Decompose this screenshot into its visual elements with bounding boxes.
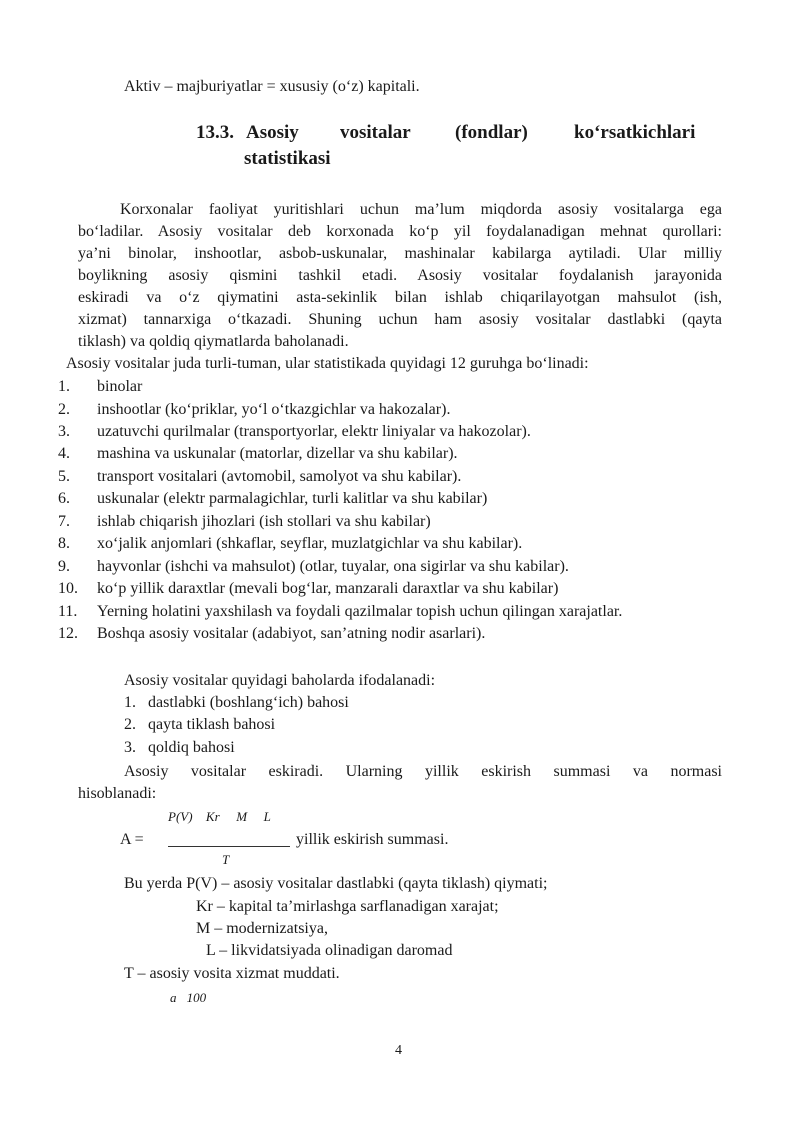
list-number: 9. [58, 558, 70, 575]
list-number: 2. [58, 401, 70, 418]
definition-line: Bu yerda P(V) – asosiy vositalar dastlabki (qayta tiklash) qiymati; [124, 875, 548, 892]
list-number: 3. [58, 423, 70, 440]
list-number: 6. [58, 490, 70, 507]
heading-word-1: Asosiy [246, 122, 299, 143]
heading-line-2: statistikasi [244, 148, 331, 169]
valuation-intro: Asosiy vositalar quyidagi baholarda ifodalanadi: [124, 672, 436, 689]
valuation-item: qayta tiklash bahosi [148, 716, 276, 733]
heading-number: 13.3. [196, 122, 234, 143]
definition-line: M – modernizatsiya, [196, 920, 328, 937]
intro-line: boylikning asosiy qismini tashkil etadi. Asosiy vositalar foydalanish jarayonida [78, 267, 722, 284]
intro-line: xizmat) tannarxiga o‘tkazadi. Shuning uchun ham asosiy vositalar dastlabki (qayta [78, 311, 722, 328]
list-number: 10. [58, 580, 78, 597]
heading-word-3: (fondlar) [455, 122, 528, 143]
list-item: uskunalar (elektr parmalagichlar, turli kalitlar va shu kabilar) [97, 490, 488, 507]
heading-word-2: vositalar [340, 122, 411, 143]
fraction-bar [168, 846, 290, 847]
valuation-number: 1. [124, 694, 136, 711]
list-item: binolar [97, 378, 143, 395]
groups-intro: Asosiy vositalar juda turli-tuman, ular statistikada quyidagi 12 guruhga bo‘linadi: [66, 355, 589, 372]
list-number: 7. [58, 513, 70, 530]
valuation-item: dastlabki (boshlang‘ich) bahosi [148, 694, 349, 711]
list-item: Boshqa asosiy vositalar (adabiyot, san’atning nodir asarlari). [97, 625, 486, 642]
list-item: transport vositalari (avtomobil, samolyot va shu kabilar). [97, 468, 462, 485]
formula-lhs: A = [120, 831, 144, 848]
list-number: 11. [58, 603, 78, 620]
list-number: 12. [58, 625, 78, 642]
valuation-number: 3. [124, 739, 136, 756]
intro-line: eskiradi va o‘z qiymatini asta-sekinlik bilan ishlab chiqarilayotgan mahsulot (ish, [78, 289, 722, 306]
list-item: mashina va uskunalar (matorlar, dizellar va shu kabilar). [97, 445, 458, 462]
top-line: Aktiv – majburiyatlar = xususiy (o‘z) kapitali. [124, 78, 420, 95]
valuation-number: 2. [124, 716, 136, 733]
depreciation-line: Asosiy vositalar eskiradi. Ularning yillik eskirish summasi va normasi [124, 763, 722, 780]
list-item: hayvonlar (ishchi va mahsulot) (otlar, tuyalar, ona sigirlar va shu kabilar). [97, 558, 569, 575]
page-number: 4 [395, 1043, 402, 1058]
definition-line: Kr – kapital ta’mirlashga sarflanadigan xarajat; [196, 898, 499, 915]
depreciation-line: hisoblanadi: [78, 785, 157, 802]
list-item: Yerning holatini yaxshilash va foydali qazilmalar topish uchun qilingan xarajatlar. [97, 603, 623, 620]
list-number: 8. [58, 535, 70, 552]
list-item: inshootlar (ko‘priklar, yo‘l o‘tkazgichlar va hakozalar). [97, 401, 451, 418]
definition-line: T – asosiy vosita xizmat muddati. [124, 965, 340, 982]
list-number: 1. [58, 378, 70, 395]
heading-word-4: ko‘rsatkichlari [574, 122, 696, 143]
intro-line: tiklash) va qoldiq qiymatlarda baholanadi. [78, 333, 349, 350]
list-number: 5. [58, 468, 70, 485]
intro-line: bo‘ladilar. Asosiy vositalar deb korxonada ko‘p yil foydalanadigan mehnat qurollari: [78, 223, 722, 240]
list-item: ishlab chiqarish jihozlari (ish stollari va shu kabilar) [97, 513, 431, 530]
list-item: xo‘jalik anjomlari (shkaflar, seyflar, muzlatgichlar va shu kabilar). [97, 535, 523, 552]
list-number: 4. [58, 445, 70, 462]
list-item: uzatuvchi qurilmalar (transportyorlar, elektr liniyalar va hakozolar). [97, 423, 531, 440]
formula-denominator: T [222, 852, 230, 867]
formula-fragment: a 100 [170, 990, 207, 1005]
formula-description: yillik eskirish summasi. [296, 831, 449, 848]
intro-line: Korxonalar faoliyat yuritishlari uchun ma’lum miqdorda asosiy vositalarga ega [120, 201, 722, 218]
list-item: ko‘p yillik daraxtlar (mevali bog‘lar, manzarali daraxtlar va shu kabilar) [97, 580, 559, 597]
valuation-item: qoldiq bahosi [148, 739, 235, 756]
definition-line: L – likvidatsiyada olinadigan daromad [206, 942, 453, 959]
formula-numerator: P(V)  Kr   M   L [168, 809, 271, 824]
intro-line: ya’ni binolar, inshootlar, asbob-uskunalar, mashinalar kabilarga aytiladi. Ular milliy [78, 245, 722, 262]
